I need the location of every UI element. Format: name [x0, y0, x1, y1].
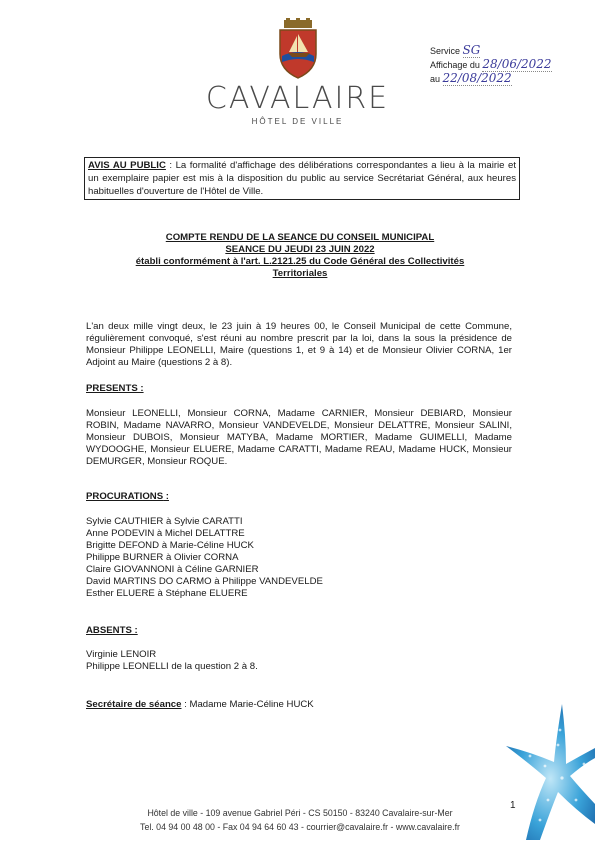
procurations-heading-colon: :: [163, 491, 169, 502]
list-item: Virginie LENOIR: [86, 649, 157, 660]
presents-list: Monsieur LEONELLI, Monsieur CORNA, Madame CARNIER, Monsieur DEBIARD, Monsieur ROBIN, Madame NAVARRO, Monsieur VANDEVELDE, Monsieur DELATTRE, Monsieur SALINI, Monsieur DUBOIS, Monsieur MATYBA, Madame MORTIER, Madame GUIMELLI, Madame WYDOOGHE, Monsieur ELUERE, Madame CARATTI, Madame REAU, Madame HUCK, Monsieur DEMURGER, Monsieur ROQUE.: [86, 408, 512, 467]
au-label: au: [430, 74, 441, 84]
title-line-4: Territoriales: [272, 268, 328, 279]
list-item: Philippe LEONELLI de la question 2 à 8.: [86, 661, 258, 672]
procurations-heading: [86, 491, 169, 502]
service-label: Service: [430, 46, 461, 56]
secretary-label: Secrétaire de séance: [86, 699, 182, 710]
footer-contact: Tel. 04 94 00 48 00 - Fax 04 94 64 60 43 - courrier@cavalaire.fr - www.cavalaire.fr: [140, 822, 460, 832]
title-line-2: SEANCE DU JEUDI 23 JUIN 2022: [225, 244, 375, 255]
intro-paragraph: L'an deux mille vingt deux, le 23 juin à 19 heures 00, le Conseil Municipal de cette Commune, régulièrement convoqué, s'est réuni au nombre prescrit par la loi, dans la sous la présidence de Monsieur Philippe LEONELLI, Maire (questions 1, et 9 à 14) et de Monsieur Olivier CORNA, 1er Adjoint au Maire (questions 2 à 8).: [86, 321, 512, 368]
town-crest-icon: [274, 18, 322, 80]
logo-name: CAVALAIRE: [205, 81, 390, 116]
list-item: Brigitte DEFOND à Marie-Céline HUCK: [86, 540, 254, 551]
list-item: David MARTINS DO CARMO à Philippe VANDEVELDE: [86, 576, 323, 587]
title-line-1: COMPTE RENDU DE LA SEANCE DU CONSEIL MUNICIPAL: [165, 232, 435, 243]
list-item: Philippe BURNER à Olivier CORNA: [86, 552, 239, 563]
presents-heading: PRESENTS :: [86, 383, 144, 394]
starfish-icon: [500, 700, 595, 842]
list-item: Esther ELUERE à Stéphane ELUERE: [86, 588, 248, 599]
list-item: Sylvie CAUTHIER à Sylvie CARATTI: [86, 516, 243, 527]
display-stamp: [430, 44, 580, 86]
public-notice-box: [84, 157, 520, 200]
absents-list: [86, 649, 512, 673]
affichage-value: 28/06/2022: [482, 57, 552, 71]
list-item: Anne PODEVIN à Michel DELATTRE: [86, 528, 245, 539]
list-item: Claire GIOVANNONI à Céline GARNIER: [86, 564, 259, 575]
secretary-value: : Madame Marie-Céline HUCK: [181, 699, 314, 710]
service-value: SG: [462, 43, 481, 57]
procurations-heading-text: PROCURATIONS: [86, 491, 164, 502]
footer-address: Hôtel de ville - 109 avenue Gabriel Péri - CS 50150 - 83240 Cavalaire-sur-Mer: [147, 808, 453, 818]
au-value: 22/08/2022: [442, 71, 512, 85]
document-title: [110, 232, 490, 280]
footer: [90, 806, 510, 834]
public-notice-text: : La formalité d'affichage des délibérations correspondantes a lieu à la mairie et un exemplaire papier est mis à la disposition du public au service Secrétariat Général, aux heures habituelles d'ouverture de l'Hôtel de Ville.: [88, 160, 517, 197]
secretary-line: [86, 699, 512, 711]
title-line-3: établi conformément à l'art. L.2121.25 du Code Général des Collectivités: [135, 256, 465, 267]
absents-heading: ABSENTS :: [86, 625, 138, 636]
logo-subtitle: HÔTEL DE VILLE: [251, 117, 344, 126]
procurations-list: [86, 516, 512, 600]
page-number: 1: [510, 800, 516, 811]
public-notice-label: AVIS AU PUBLIC: [88, 160, 166, 171]
affichage-label: Affichage du: [430, 60, 480, 70]
